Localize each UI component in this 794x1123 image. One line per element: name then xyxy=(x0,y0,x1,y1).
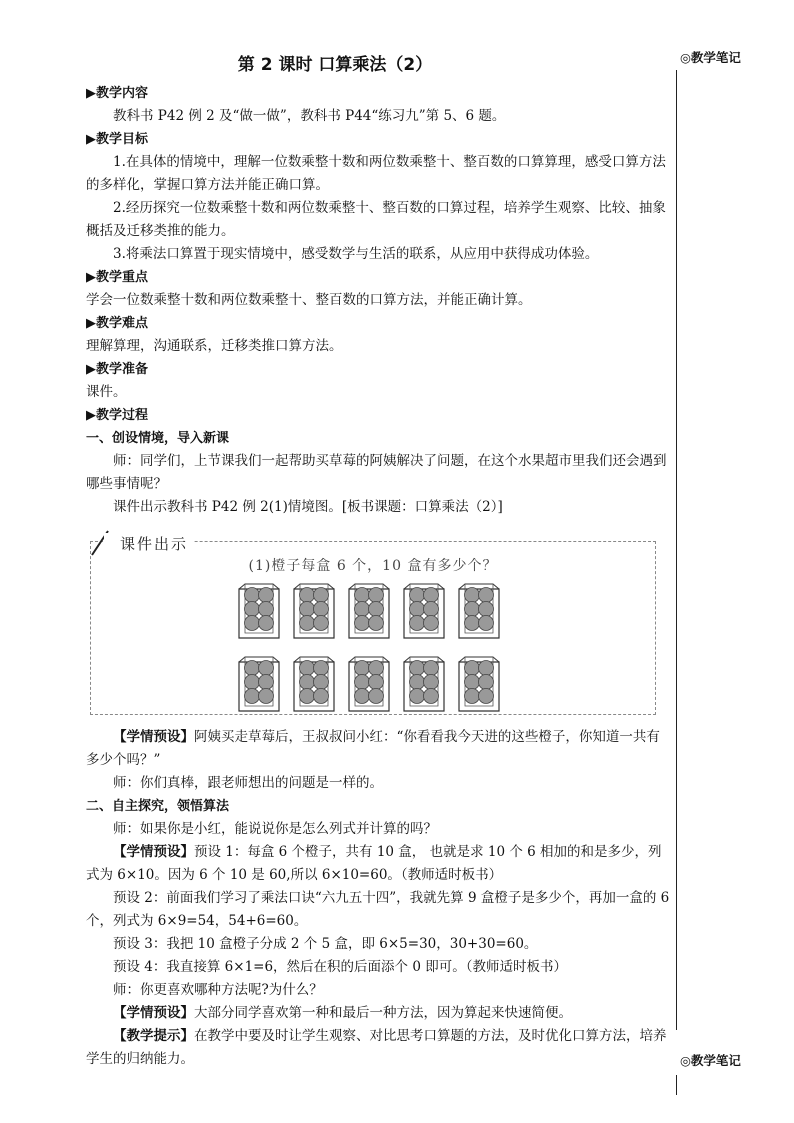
goal-1: 1.在具体的情境中，理解一位数乘整十数和两位数乘整十、整百数的口算算理，感受口算方法的多样化，掌握口算方法并能正确口算。 xyxy=(86,154,666,193)
heading-key-point: ▶教学重点 xyxy=(86,270,148,285)
section-1-title: 一、创设情境，导入新课 xyxy=(86,431,230,446)
preset-1-text: 预设 1：每盒 6 个橙子，共有 10 盒， 也就是求 10 个 6 相加的和是多少，列式为 6×10。因为 6 个 10 是 60,所以 6×10=60。（教师适时板书） xyxy=(86,844,662,883)
orange-crate xyxy=(457,581,501,640)
heading-process: ▶教学过程 xyxy=(86,408,148,423)
orange-crate xyxy=(292,581,336,640)
margin-rule-top xyxy=(676,70,677,1030)
heading-goals: ▶教学目标 xyxy=(86,132,148,147)
orange-crate xyxy=(347,654,391,713)
heading-preparation: ▶教学准备 xyxy=(86,362,148,377)
label-student-preset: 【学情预设】 xyxy=(113,729,194,745)
courseware-box xyxy=(90,533,656,716)
orange-crate xyxy=(237,654,281,713)
para-teaching-tip xyxy=(86,1025,670,1071)
text-preparation: 课件。 xyxy=(86,384,127,400)
preset-text: 阿姨买走草莓后，王叔叔问小红：“你看看我今天进的这些橙子，你知道一共有多少个吗？” xyxy=(86,729,660,768)
para-student-preset-1 xyxy=(86,726,670,772)
text-difficulty: 理解算理，沟通联系，迁移类推口算方法。 xyxy=(86,338,343,354)
para-teacher-praise: 师：你们真棒，跟老师想出的问题是一样的。 xyxy=(113,775,383,791)
goal-2: 2.经历探究一位数乘整十数和两位数乘整十、整百数的口算过程，培养学生观察、比较、抽象概括及迁移类推的能力。 xyxy=(86,200,666,239)
para-student-preset-3 xyxy=(86,1002,670,1025)
crate-row xyxy=(237,581,507,640)
orange-crate xyxy=(402,654,446,713)
para-courseware: 课件出示教科书 P42 例 2(1)情境图。[板书课题：口算乘法（2）] xyxy=(113,499,503,515)
para-teacher-question: 师：如果你是小红，能说说你是怎么列式并计算的吗？ xyxy=(113,821,437,837)
label-teaching-tip: 【教学提示】 xyxy=(113,1028,194,1044)
teaching-notes-label-top: ◎教学笔记 xyxy=(680,50,741,65)
courseware-tag: 课件出示 xyxy=(104,533,194,556)
para-student-preset-2 xyxy=(86,841,670,887)
margin-rule-bottom xyxy=(676,1075,677,1095)
para-preset-4: 预设 4：我直接算 6×1=6，然后在积的后面添个 0 即可。（教师适时板书） xyxy=(113,959,567,975)
orange-question: (1)橙子每盒 6 个，10 盒有多少个？ xyxy=(248,558,498,574)
orange-crate xyxy=(292,654,336,713)
orange-crate xyxy=(457,654,501,713)
preset-text: 大部分同学喜欢第一种和最后一种方法，因为算起来快速简便。 xyxy=(194,1005,572,1021)
orange-crate xyxy=(237,581,281,640)
crate-row xyxy=(237,654,507,713)
label-student-preset: 【学情预设】 xyxy=(113,844,194,860)
para-teacher-which: 师：你更喜欢哪种方法呢?为什么？ xyxy=(113,982,323,998)
page-title: 第 2 课时 口算乘法（2） xyxy=(237,55,433,75)
para-preset-3: 预设 3：我把 10 盒橙子分成 2 个 5 盒，即 6×5=30，30+30=60。 xyxy=(113,936,538,952)
para-preset-2: 预设 2：前面我们学习了乘法口诀“六九五十四”，我就先算 9 盒橙子是多少个，再加一盒的 6 个，列式为 6×9=54，54+6=60。 xyxy=(86,890,670,929)
teaching-notes-label-bottom: ◎教学笔记 xyxy=(680,1053,741,1068)
goal-3: 3.将乘法口算置于现实情境中，感受数学与生活的联系，从应用中获得成功体验。 xyxy=(113,246,599,262)
para-teacher-intro: 师：同学们，上节课我们一起帮助买草莓的阿姨解决了问题，在这个水果超市里我们还会遇到哪些事情呢？ xyxy=(86,453,667,492)
section-2-title: 二、自主探究，领悟算法 xyxy=(86,799,230,814)
heading-content: ▶教学内容 xyxy=(86,86,148,101)
lesson-content xyxy=(86,82,670,1071)
tip-text: 在教学中要及时让学生观察、对比思考口算题的方法，及时优化口算方法，培养学生的归纳能力。 xyxy=(86,1028,667,1067)
heading-difficulty: ▶教学难点 xyxy=(86,316,148,331)
orange-crate xyxy=(402,581,446,640)
text-key-point: 学会一位数乘整十数和两位数乘整十、整百数的口算方法，并能正确计算。 xyxy=(86,292,532,308)
orange-crates-illustration xyxy=(237,581,507,727)
orange-crate xyxy=(347,581,391,640)
text-content: 教科书 P42 例 2 及“做一做”，教科书 P44“练习九”第 5、6 题。 xyxy=(113,108,506,124)
label-student-preset: 【学情预设】 xyxy=(113,1005,194,1021)
